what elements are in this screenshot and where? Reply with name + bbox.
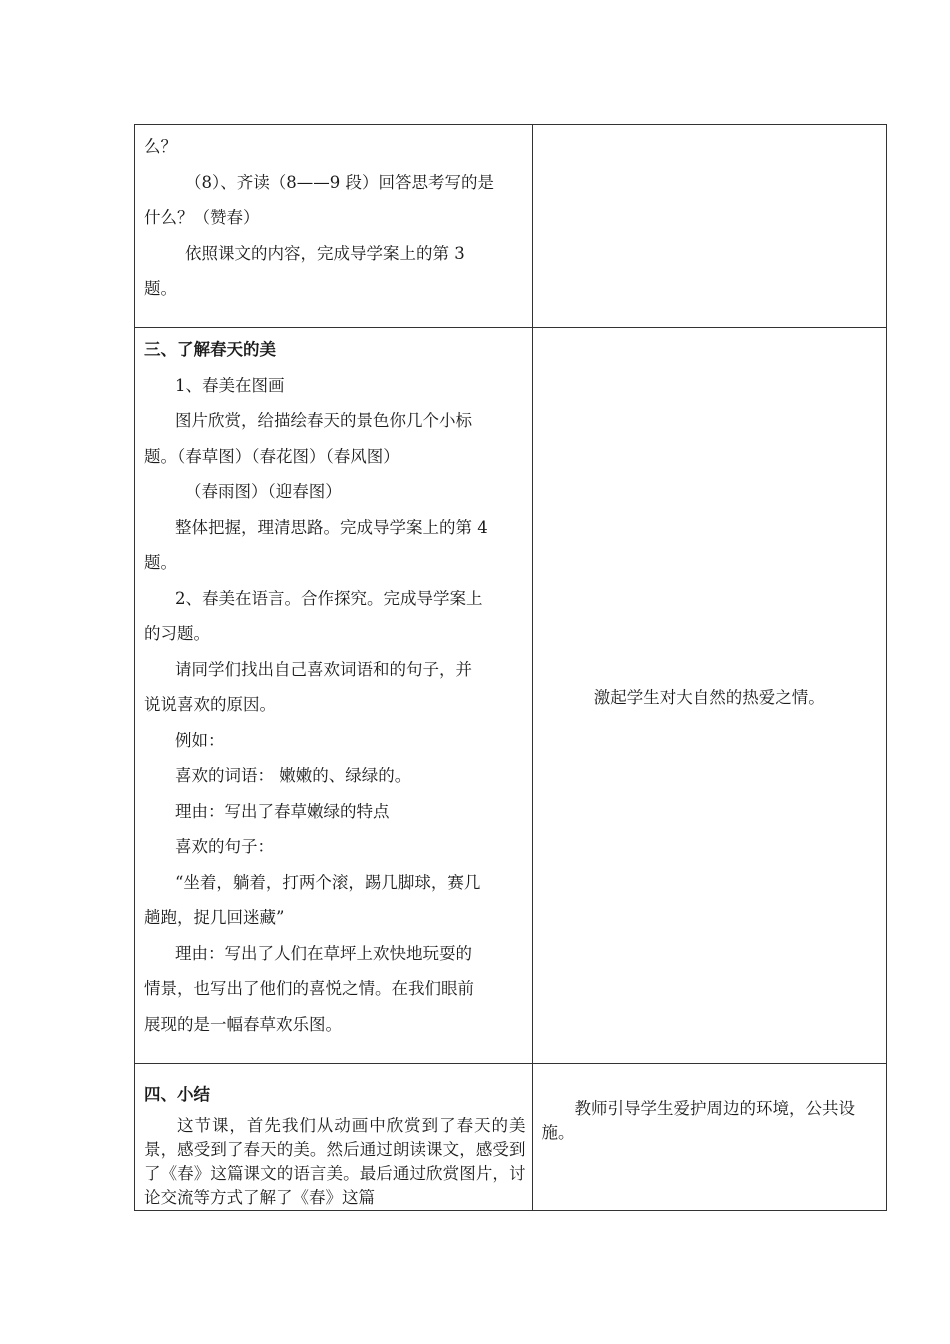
- text-line: 图片欣赏，给描绘春天的景色你几个小标: [175, 411, 472, 430]
- design-intent-note: 激起学生对大自然的热爱之情。: [593, 687, 825, 707]
- text-line: 整体把握，理清思路。完成导学案上的第 4: [175, 517, 488, 537]
- text-line: 趟跑，捉几回迷藏”: [144, 908, 285, 927]
- process-cell: [135, 328, 533, 1064]
- text-line: 喜欢的句子：: [175, 837, 274, 856]
- table-row: [135, 328, 887, 1064]
- notes-cell: [532, 125, 886, 328]
- text-line: 理由：写出了春草嫩绿的特点: [175, 801, 390, 821]
- text-line: 1、春美在图画: [175, 375, 285, 395]
- process-cell: [135, 125, 533, 328]
- text-line: 的习题。: [144, 624, 210, 643]
- text-line: 例如：: [175, 730, 225, 750]
- process-cell: [135, 1064, 533, 1211]
- text-line: （8）、齐读（8——9 段）回答思考写的是: [185, 172, 494, 192]
- text-line: 喜欢的词语： 嫩嫩的、绿绿的。: [175, 766, 412, 785]
- design-intent-note: 教师引导学生爱护周边的环境，公共设施。: [541, 1099, 856, 1142]
- summary-paragraph: 这节课，首先我们从动画中欣赏到了春天的美景，感受到了春天的美。然后通过朗读课文，感受到了《春》这篇课文的语言美。最后通过欣赏图片，讨论交流等方式了解了《春》这篇: [144, 1116, 526, 1207]
- text-line: 2、春美在语言。合作探究。完成导学案上: [175, 588, 483, 608]
- table-row: [135, 125, 887, 328]
- text-line: “坐着，躺着，打两个滚，踢几脚球，赛几: [175, 872, 481, 892]
- text-line: 请同学们找出自己喜欢词语和的句子，并: [175, 659, 472, 679]
- section-heading: 三、了解春天的美: [144, 340, 276, 359]
- lesson-plan-table: [134, 124, 887, 1211]
- text-line: 理由：写出了人们在草坪上欢快地玩耍的: [175, 943, 472, 963]
- notes-cell: [532, 328, 886, 1064]
- text-line: 么？: [144, 137, 177, 156]
- table-row: [135, 1064, 887, 1211]
- text-line: （春雨图）（迎春图）: [185, 482, 342, 501]
- text-line: 依照课文的内容，完成导学案上的第 3: [185, 243, 465, 263]
- text-line: 题。: [144, 279, 177, 298]
- text-line: 题。: [144, 553, 177, 572]
- text-line: 情景，也写出了他们的喜悦之情。在我们眼前: [144, 979, 474, 998]
- section-heading: 四、小结: [144, 1085, 210, 1104]
- notes-cell: [532, 1064, 886, 1211]
- text-line: 什么？（赞春）: [144, 208, 260, 227]
- text-line: 说说喜欢的原因。: [144, 695, 276, 714]
- text-line: 展现的是一幅春草欢乐图。: [144, 1014, 342, 1034]
- text-line: 题。（春草图）（春花图）（春风图）: [144, 446, 400, 466]
